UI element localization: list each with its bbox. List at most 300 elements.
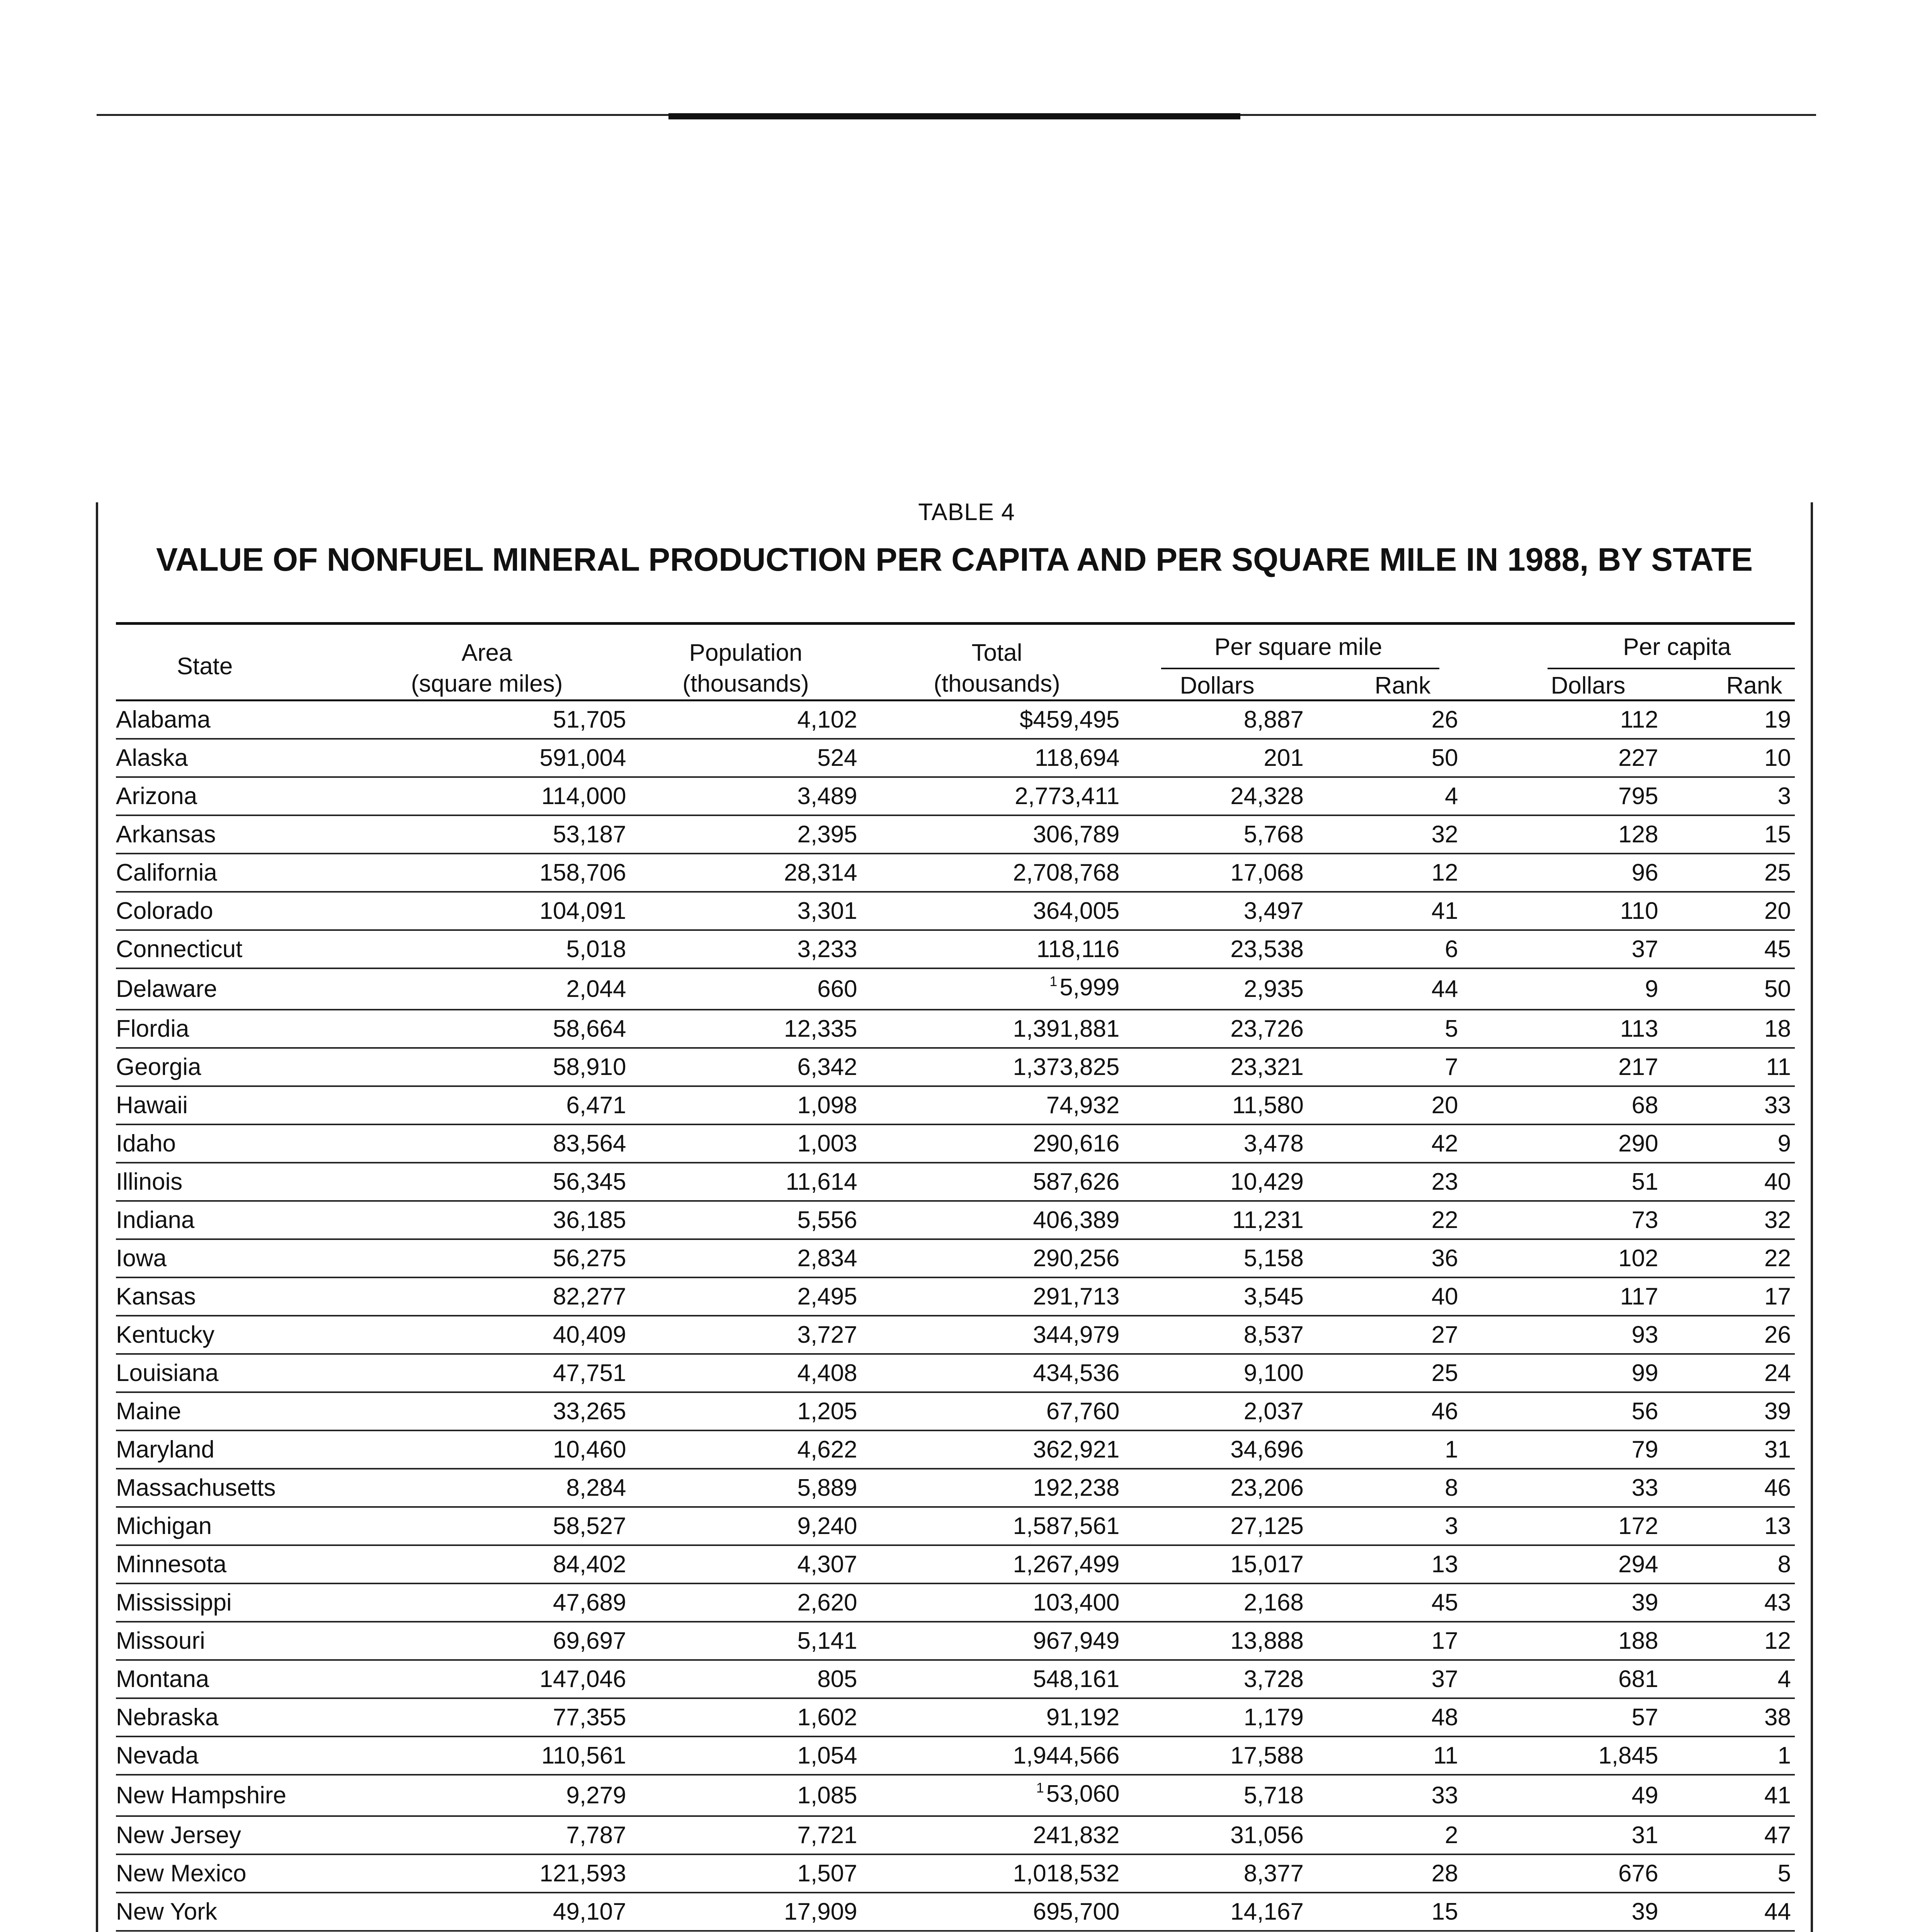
top-rule-thick (668, 113, 1240, 119)
per-capita-rank-cell: 24 (1658, 1354, 1795, 1392)
area-cell: 114,000 (434, 777, 626, 815)
population-cell: 1,507 (626, 1854, 857, 1893)
total-cell: 91,192 (857, 1698, 1120, 1736)
sq-mile-rank-cell: 1 (1304, 1430, 1466, 1469)
total-cell: 2,773,411 (857, 777, 1120, 815)
table-row (116, 777, 1795, 815)
per-capita-dollars-cell: 9 (1466, 968, 1658, 1010)
per-capita-dollars-cell: 31 (1466, 1816, 1658, 1854)
population-cell: 9,240 (626, 1507, 857, 1545)
area-cell: 9,279 (434, 1775, 626, 1816)
area-cell: 47,689 (434, 1583, 626, 1622)
state-cell: Arkansas (116, 815, 434, 854)
per-capita-dollars-cell: 79 (1466, 1430, 1658, 1469)
sq-mile-rank-cell: 40 (1304, 1277, 1466, 1316)
per-capita-dollars-cell: 99 (1466, 1354, 1658, 1392)
sq-mile-dollars-cell: 34,696 (1119, 1430, 1303, 1469)
population-cell: 4,408 (626, 1354, 857, 1392)
state-cell: Louisiana (116, 1354, 434, 1392)
per-capita-rank-cell: 19 (1658, 701, 1795, 739)
per-capita-rank-cell: 41 (1658, 1775, 1795, 1816)
population-cell: 5,556 (626, 1201, 857, 1239)
per-capita-dollars-cell: 1,845 (1466, 1736, 1658, 1775)
table-row (116, 1698, 1795, 1736)
header-population-line1: Population (689, 639, 803, 666)
state-cell: Kentucky (116, 1316, 434, 1354)
sq-mile-rank-cell: 8 (1304, 1469, 1466, 1507)
population-cell: 3,301 (626, 892, 857, 930)
sq-mile-dollars-cell: 17,588 (1119, 1736, 1303, 1775)
table-row (116, 1660, 1795, 1698)
sq-mile-rank-cell: 37 (1304, 1660, 1466, 1698)
area-cell: 7,787 (434, 1816, 626, 1854)
per-capita-rank-cell: 44 (1658, 1893, 1795, 1931)
area-cell: 104,091 (434, 892, 626, 930)
per-capita-dollars-cell: 117 (1466, 1277, 1658, 1316)
state-cell: Delaware (116, 968, 434, 1010)
area-cell: 58,527 (434, 1507, 626, 1545)
per-capita-dollars-cell: 102 (1466, 1239, 1658, 1277)
per-capita-rank-cell: 46 (1658, 1469, 1795, 1507)
sq-mile-rank-cell: 20 (1304, 1086, 1466, 1124)
per-capita-dollars-cell: 112 (1466, 701, 1658, 739)
per-capita-rank-cell: 26 (1658, 1316, 1795, 1354)
total-cell: 241,832 (857, 1816, 1120, 1854)
per-capita-rank-cell: 33 (1658, 1086, 1795, 1124)
per-capita-rank-cell: 38 (1658, 1698, 1795, 1736)
sq-mile-dollars-cell: 8,887 (1119, 701, 1303, 739)
sq-mile-rank-cell: 26 (1304, 701, 1466, 739)
total-value: 53,060 (1046, 1781, 1120, 1807)
state-cell: Alaska (116, 739, 434, 777)
table-row (116, 1775, 1795, 1816)
area-cell: 56,275 (434, 1239, 626, 1277)
per-capita-rank-cell: 20 (1658, 892, 1795, 930)
sq-mile-dollars-cell: 2,935 (1119, 968, 1303, 1010)
area-cell: 53,187 (434, 815, 626, 854)
population-cell: 28,314 (626, 854, 857, 892)
sq-mile-dollars-cell: 23,726 (1119, 1010, 1303, 1048)
table-row (116, 854, 1795, 892)
state-cell: New Jersey (116, 1816, 434, 1854)
population-cell: 1,205 (626, 1392, 857, 1430)
sq-mile-rank-cell: 6 (1304, 930, 1466, 968)
total-cell: 306,789 (857, 815, 1120, 854)
area-cell: 56,345 (434, 1163, 626, 1201)
table-row (116, 1507, 1795, 1545)
area-cell: 121,593 (434, 1854, 626, 1893)
per-capita-rank-cell: 12 (1658, 1622, 1795, 1660)
population-cell: 17,909 (626, 1893, 857, 1931)
per-capita-dollars-cell: 33 (1466, 1469, 1658, 1507)
total-cell: 291,713 (857, 1277, 1120, 1316)
table-row (116, 739, 1795, 777)
sq-mile-rank-cell: 36 (1304, 1239, 1466, 1277)
header-total-line2: (thousands) (934, 670, 1060, 697)
table-row (116, 701, 1795, 739)
state-cell: Indiana (116, 1201, 434, 1239)
sq-mile-rank-cell: 13 (1304, 1545, 1466, 1583)
population-cell: 660 (626, 968, 857, 1010)
table-row (116, 1239, 1795, 1277)
total-cell: 362,921 (857, 1430, 1120, 1469)
state-cell: New York (116, 1893, 434, 1931)
per-capita-dollars-cell: 294 (1466, 1545, 1658, 1583)
state-cell: Alabama (116, 701, 434, 739)
sq-mile-rank-cell: 45 (1304, 1583, 1466, 1622)
total-cell: 192,238 (857, 1469, 1120, 1507)
per-capita-rank-cell: 3 (1658, 777, 1795, 815)
table-row (116, 1277, 1795, 1316)
header-total-line1: Total (971, 639, 1022, 666)
total-cell: 344,979 (857, 1316, 1120, 1354)
total-cell: 290,256 (857, 1239, 1120, 1277)
per-capita-dollars-cell: 39 (1466, 1583, 1658, 1622)
per-capita-dollars-cell: 113 (1466, 1010, 1658, 1048)
sq-mile-rank-cell: 22 (1304, 1201, 1466, 1239)
sq-mile-dollars-cell: 17,068 (1119, 854, 1303, 892)
total-cell (857, 968, 1120, 1010)
per-capita-rank-cell: 9 (1658, 1124, 1795, 1163)
per-capita-dollars-cell: 681 (1466, 1660, 1658, 1698)
table-row (116, 1354, 1795, 1392)
sq-mile-rank-cell: 32 (1304, 815, 1466, 854)
total-cell: 548,161 (857, 1660, 1120, 1698)
population-cell: 1,098 (626, 1086, 857, 1124)
sq-mile-dollars-cell: 11,231 (1119, 1201, 1303, 1239)
total-cell: 406,389 (857, 1201, 1120, 1239)
sq-mile-dollars-cell: 8,537 (1119, 1316, 1303, 1354)
sq-mile-rank-cell: 33 (1304, 1775, 1466, 1816)
per-capita-rank-cell: 1 (1658, 1736, 1795, 1775)
per-capita-rank-cell: 50 (1658, 968, 1795, 1010)
area-cell: 158,706 (434, 854, 626, 892)
state-cell: Connecticut (116, 930, 434, 968)
sq-mile-rank-cell: 5 (1304, 1010, 1466, 1048)
table-row (116, 1392, 1795, 1430)
population-cell: 12,335 (626, 1010, 857, 1048)
total-cell: 67,760 (857, 1392, 1120, 1430)
population-cell: 4,307 (626, 1545, 857, 1583)
total-cell: 2,708,768 (857, 854, 1120, 892)
population-cell: 2,620 (626, 1583, 857, 1622)
per-capita-dollars-cell: 128 (1466, 815, 1658, 854)
state-cell: Hawaii (116, 1086, 434, 1124)
total-cell: 1,944,566 (857, 1736, 1120, 1775)
per-capita-dollars-cell: 68 (1466, 1086, 1658, 1124)
population-cell: 524 (626, 739, 857, 777)
area-cell: 83,564 (434, 1124, 626, 1163)
area-cell: 69,697 (434, 1622, 626, 1660)
total-value: 5,999 (1060, 974, 1120, 1001)
per-capita-dollars-cell: 290 (1466, 1124, 1658, 1163)
area-cell: 84,402 (434, 1545, 626, 1583)
area-cell: 40,409 (434, 1316, 626, 1354)
footnote-marker: 1 (1049, 973, 1058, 989)
sq-mile-dollars-cell: 27,125 (1119, 1507, 1303, 1545)
total-cell: 967,949 (857, 1622, 1120, 1660)
state-cell: Illinois (116, 1163, 434, 1201)
table-row (116, 1163, 1795, 1201)
per-capita-dollars-cell: 37 (1466, 930, 1658, 968)
sq-mile-rank-cell: 28 (1304, 1854, 1466, 1893)
table-row (116, 1086, 1795, 1124)
population-cell: 3,489 (626, 777, 857, 815)
sq-mile-rank-cell: 46 (1304, 1392, 1466, 1430)
sq-mile-dollars-cell: 5,718 (1119, 1775, 1303, 1816)
per-capita-rank-cell: 39 (1658, 1392, 1795, 1430)
state-cell: New Mexico (116, 1854, 434, 1893)
table-row (116, 1010, 1795, 1048)
sq-mile-dollars-cell: 5,158 (1119, 1239, 1303, 1277)
per-capita-dollars-cell: 795 (1466, 777, 1658, 815)
per-capita-rank-cell: 40 (1658, 1163, 1795, 1201)
population-cell: 1,085 (626, 1775, 857, 1816)
total-cell: 118,694 (857, 739, 1120, 777)
total-cell (857, 1775, 1120, 1816)
table-row (116, 1545, 1795, 1583)
area-cell: 58,910 (434, 1048, 626, 1086)
header-population-line2: (thousands) (682, 670, 809, 697)
per-capita-rank-cell: 13 (1658, 1507, 1795, 1545)
population-cell: 3,727 (626, 1316, 857, 1354)
right-margin-bar (1811, 502, 1813, 1932)
per-capita-rank-cell: 43 (1658, 1583, 1795, 1622)
population-cell: 2,395 (626, 815, 857, 854)
table-row (116, 1854, 1795, 1893)
table-row (116, 1816, 1795, 1854)
population-cell: 805 (626, 1660, 857, 1698)
sq-mile-dollars-cell: 11,580 (1119, 1086, 1303, 1124)
header-sq-rank: Rank (1374, 672, 1431, 699)
sq-mile-rank-cell: 12 (1304, 854, 1466, 892)
population-cell: 11,614 (626, 1163, 857, 1201)
header-pc-dollars: Dollars (1551, 672, 1626, 699)
sq-mile-dollars-cell: 2,168 (1119, 1583, 1303, 1622)
total-cell: 1,018,532 (857, 1854, 1120, 1893)
state-cell: Arizona (116, 777, 434, 815)
per-capita-dollars-cell: 39 (1466, 1893, 1658, 1931)
total-cell: 434,536 (857, 1354, 1120, 1392)
area-cell: 110,561 (434, 1736, 626, 1775)
state-cell: Michigan (116, 1507, 434, 1545)
population-cell: 7,721 (626, 1816, 857, 1854)
sq-mile-rank-cell: 50 (1304, 739, 1466, 777)
per-capita-rank-cell: 11 (1658, 1048, 1795, 1086)
population-cell: 1,003 (626, 1124, 857, 1163)
total-cell: 364,005 (857, 892, 1120, 930)
sq-mile-rank-cell: 4 (1304, 777, 1466, 815)
sq-mile-rank-cell: 3 (1304, 1507, 1466, 1545)
state-cell: Colorado (116, 892, 434, 930)
sq-mile-dollars-cell: 8,377 (1119, 1854, 1303, 1893)
state-cell: New Hampshire (116, 1775, 434, 1816)
sq-mile-rank-cell: 7 (1304, 1048, 1466, 1086)
sq-mile-dollars-cell: 9,100 (1119, 1354, 1303, 1392)
state-data-table (116, 701, 1795, 1932)
sq-mile-rank-cell: 17 (1304, 1622, 1466, 1660)
per-capita-dollars-cell: 51 (1466, 1163, 1658, 1201)
sq-mile-rank-cell: 44 (1304, 968, 1466, 1010)
population-cell: 6,342 (626, 1048, 857, 1086)
area-cell: 8,284 (434, 1469, 626, 1507)
total-cell: 1,391,881 (857, 1010, 1120, 1048)
sq-mile-rank-cell: 27 (1304, 1316, 1466, 1354)
table-row (116, 1583, 1795, 1622)
left-margin-bar (96, 502, 98, 1932)
sq-mile-rank-cell: 15 (1304, 1893, 1466, 1931)
total-cell: 695,700 (857, 1893, 1120, 1931)
total-cell: $459,495 (857, 701, 1120, 739)
per-capita-dollars-cell: 172 (1466, 1507, 1658, 1545)
per-capita-dollars-cell: 96 (1466, 854, 1658, 892)
state-cell: Iowa (116, 1239, 434, 1277)
header-top-rule (116, 622, 1795, 625)
table-title: VALUE OF NONFUEL MINERAL PRODUCTION PER CAPITA AND PER SQUARE MILE IN 1988, BY STATE (156, 541, 1753, 578)
table-label: TABLE 4 (918, 499, 1015, 526)
population-cell: 2,834 (626, 1239, 857, 1277)
population-cell: 1,602 (626, 1698, 857, 1736)
total-cell: 587,626 (857, 1163, 1120, 1201)
area-cell: 58,664 (434, 1010, 626, 1048)
population-cell: 1,054 (626, 1736, 857, 1775)
sq-mile-dollars-cell: 24,328 (1119, 777, 1303, 815)
state-cell: Minnesota (116, 1545, 434, 1583)
state-cell: Kansas (116, 1277, 434, 1316)
table-row (116, 1048, 1795, 1086)
area-cell: 10,460 (434, 1430, 626, 1469)
area-cell: 36,185 (434, 1201, 626, 1239)
state-cell: Maryland (116, 1430, 434, 1469)
table-row (116, 1316, 1795, 1354)
table-row (116, 1430, 1795, 1469)
header-state: State (177, 653, 233, 680)
footnote-marker: 1 (1036, 1780, 1044, 1796)
table-row (116, 930, 1795, 968)
total-cell: 118,116 (857, 930, 1120, 968)
state-cell: Nevada (116, 1736, 434, 1775)
per-capita-dollars-cell: 188 (1466, 1622, 1658, 1660)
header-pc-rank: Rank (1726, 672, 1782, 699)
per-capita-rank-cell: 4 (1658, 1660, 1795, 1698)
per-capita-dollars-cell: 227 (1466, 739, 1658, 777)
sq-mile-dollars-cell: 1,179 (1119, 1698, 1303, 1736)
per-capita-rank-cell: 10 (1658, 739, 1795, 777)
table-row (116, 968, 1795, 1010)
header-per-square-mile: Per square mile (1214, 634, 1383, 660)
sq-mile-rank-cell: 11 (1304, 1736, 1466, 1775)
state-cell: Montana (116, 1660, 434, 1698)
sq-mile-rank-cell: 48 (1304, 1698, 1466, 1736)
per-capita-rank-cell: 5 (1658, 1854, 1795, 1893)
sq-mile-rank-cell: 25 (1304, 1354, 1466, 1392)
state-cell: Missouri (116, 1622, 434, 1660)
population-cell: 2,495 (626, 1277, 857, 1316)
sq-mile-dollars-cell: 23,538 (1119, 930, 1303, 968)
per-capita-rank-cell: 47 (1658, 1816, 1795, 1854)
per-capita-rank-cell: 25 (1658, 854, 1795, 892)
population-cell: 4,622 (626, 1430, 857, 1469)
sq-mile-dollars-cell: 201 (1119, 739, 1303, 777)
per-capita-dollars-cell: 56 (1466, 1392, 1658, 1430)
table-row (116, 1469, 1795, 1507)
table-row (116, 815, 1795, 854)
state-cell: Flordia (116, 1010, 434, 1048)
sq-mile-dollars-cell: 3,478 (1119, 1124, 1303, 1163)
sq-mile-dollars-cell: 14,167 (1119, 1893, 1303, 1931)
per-capita-dollars-cell: 73 (1466, 1201, 1658, 1239)
total-cell: 1,373,825 (857, 1048, 1120, 1086)
state-cell: Maine (116, 1392, 434, 1430)
header-area-line2: (square miles) (411, 670, 563, 697)
sq-mile-dollars-cell: 2,037 (1119, 1392, 1303, 1430)
header-per-capita: Per capita (1623, 634, 1731, 660)
per-capita-dollars-cell: 93 (1466, 1316, 1658, 1354)
per-capita-rank-cell: 15 (1658, 815, 1795, 854)
sq-mile-dollars-cell: 3,728 (1119, 1660, 1303, 1698)
area-cell: 82,277 (434, 1277, 626, 1316)
state-cell: California (116, 854, 434, 892)
header-area-line1: Area (461, 639, 512, 666)
area-cell: 33,265 (434, 1392, 626, 1430)
area-cell: 51,705 (434, 701, 626, 739)
area-cell: 5,018 (434, 930, 626, 968)
area-cell: 49,107 (434, 1893, 626, 1931)
total-cell: 74,932 (857, 1086, 1120, 1124)
sq-mile-dollars-cell: 31,056 (1119, 1816, 1303, 1854)
sq-mile-dollars-cell: 5,768 (1119, 815, 1303, 854)
per-capita-rank-cell: 22 (1658, 1239, 1795, 1277)
total-cell: 103,400 (857, 1583, 1120, 1622)
population-cell: 4,102 (626, 701, 857, 739)
sq-mile-dollars-cell: 10,429 (1119, 1163, 1303, 1201)
per-capita-rank-cell: 17 (1658, 1277, 1795, 1316)
sq-mile-dollars-cell: 23,206 (1119, 1469, 1303, 1507)
per-capita-dollars-cell: 49 (1466, 1775, 1658, 1816)
state-cell: Mississippi (116, 1583, 434, 1622)
area-cell: 2,044 (434, 968, 626, 1010)
per-capita-rank-cell: 32 (1658, 1201, 1795, 1239)
state-cell: Nebraska (116, 1698, 434, 1736)
state-cell: Massachusetts (116, 1469, 434, 1507)
sq-mile-rank-cell: 2 (1304, 1816, 1466, 1854)
per-capita-rank-cell: 45 (1658, 930, 1795, 968)
sq-mile-rank-cell: 41 (1304, 892, 1466, 930)
per-capita-dollars-cell: 676 (1466, 1854, 1658, 1893)
population-cell: 3,233 (626, 930, 857, 968)
header-sq-dollars: Dollars (1180, 672, 1255, 699)
sq-mile-rank-cell: 42 (1304, 1124, 1466, 1163)
per-capita-rank-cell: 8 (1658, 1545, 1795, 1583)
table-row (116, 1736, 1795, 1775)
population-cell: 5,141 (626, 1622, 857, 1660)
table-row (116, 1622, 1795, 1660)
sq-mile-dollars-cell: 3,545 (1119, 1277, 1303, 1316)
population-cell: 5,889 (626, 1469, 857, 1507)
per-capita-rank-cell: 18 (1658, 1010, 1795, 1048)
table-row (116, 1893, 1795, 1931)
sq-mile-dollars-cell: 15,017 (1119, 1545, 1303, 1583)
area-cell: 47,751 (434, 1354, 626, 1392)
area-cell: 6,471 (434, 1086, 626, 1124)
sq-mile-dollars-cell: 23,321 (1119, 1048, 1303, 1086)
sq-mile-dollars-cell: 3,497 (1119, 892, 1303, 930)
per-capita-dollars-cell: 217 (1466, 1048, 1658, 1086)
total-cell: 1,267,499 (857, 1545, 1120, 1583)
table-row (116, 1124, 1795, 1163)
per-capita-dollars-cell: 57 (1466, 1698, 1658, 1736)
area-cell: 147,046 (434, 1660, 626, 1698)
